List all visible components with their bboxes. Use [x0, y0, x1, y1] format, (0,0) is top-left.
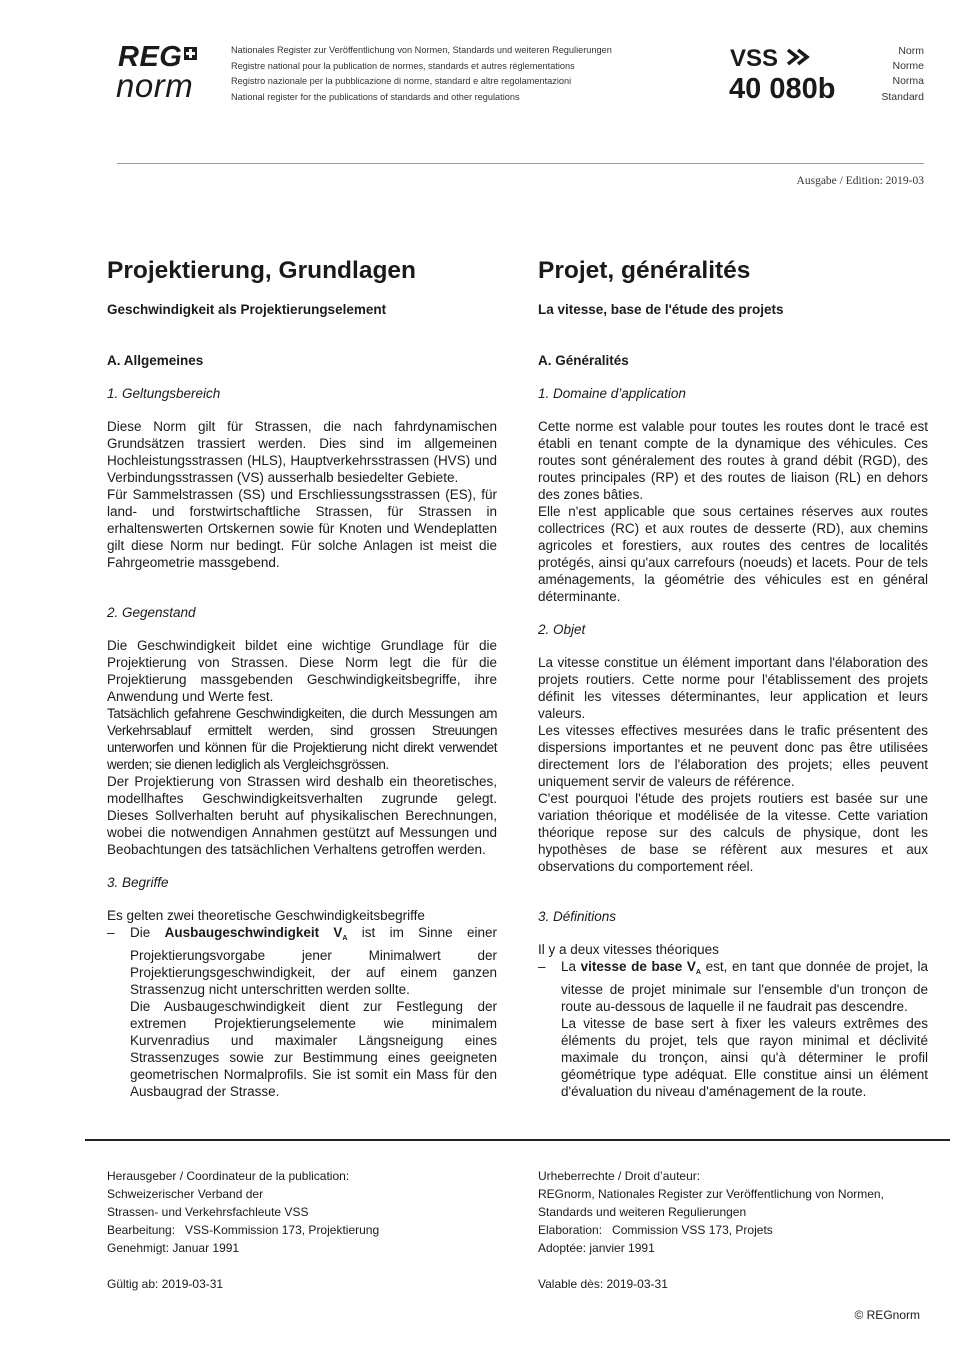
subject-paragraph-1: Die Geschwindigkeit bildet eine wichtige Grundlage für die Projektierung von Strassen. Diese Norm legt die für die Projektierung massgebenden Geschwindigkeitsbegriffe, ihre Anwendung und Werte fest. [107, 638, 497, 704]
term-label: Ausbaugeschwindigkeit V [164, 925, 343, 940]
publisher-line: Genehmigt: Januar 1991 [107, 1241, 240, 1255]
footer-divider [85, 1139, 950, 1141]
terms-intro-fr: Il y a deux vitesses théoriques [538, 942, 719, 957]
subject-heading-fr: 2. Objet [538, 622, 586, 637]
copyright-line: REGnorm, Nationales Register zur Veröffentlichung von Normen, [538, 1187, 884, 1201]
vss-logo-text: VSS [730, 45, 779, 72]
scope-paragraph-1: Diese Norm gilt für Strassen, die nach fahrdynamischen Grundsätzen trassiert werden. Dies sind im allgemeinen Hochleistungsstrassen (HLS), Hauptverkehrsstrassen (HVS) und Verbindungsstrassen (VS) ausserhalb besiedelter Gebiete. [107, 419, 497, 485]
header-divider [117, 163, 924, 164]
scope-paragraph-2: Für Sammelstrassen (SS) und Erschliessungsstrassen (ES), für land- und forstwirtschaftliche Strassen, für Strassen in erhaltenswerten Ortskernen sowie für Knoten und Wendeplatten gilt diese Norm nur bedingt. Für solche Anlagen ist meist die Fahrgeometrie massgebend. [107, 487, 497, 570]
list-item [538, 958, 928, 1100]
copyright-notice: © REGnorm [854, 1308, 920, 1322]
terms-heading-fr: 3. Définitions [538, 909, 617, 924]
publisher-info [107, 1167, 379, 1257]
logo-norm-text: norm [116, 67, 194, 104]
vss-chevron-icon [785, 46, 811, 68]
dash-bullet-icon: – [538, 959, 546, 974]
logo-reg-text: REG [118, 41, 183, 73]
publisher-line: Herausgeber / Coordinateur de la publication: [107, 1169, 350, 1183]
register-line-fr: Registre national pour la publication de normes, standards et autres réglementations [231, 60, 575, 71]
terms-heading-de: 3. Begriffe [107, 875, 169, 890]
register-line-en: National register for the publications of standards and other regulations [231, 91, 520, 102]
term-label: vitesse de base V [580, 959, 696, 974]
scope-text-fr [538, 418, 928, 605]
subject-paragraph-2: Les vitesses effectives mesurées dans le trafic présentent des dispersions importantes et ne peuvent donc pas être utilisées directement lors de l'élaboration des projets; elles peuvent uniquement servir de valeurs de référence. [538, 723, 928, 789]
copyright-line: Urheberrechte / Droit d’auteur: [538, 1169, 701, 1183]
dash-bullet-icon: – [107, 925, 115, 940]
term-definition-de [130, 924, 497, 998]
subject-heading-de: 2. Gegenstand [107, 605, 196, 620]
term-name [581, 959, 701, 974]
scope-text-de [107, 418, 497, 571]
copyright-line: Adoptée: janvier 1991 [538, 1241, 655, 1255]
scope-heading-de: 1. Geltungsbereich [107, 386, 221, 401]
term-definition-fr [561, 958, 928, 1015]
publisher-line: Bearbeitung: VSS-Kommission 173, Projektierung [107, 1223, 380, 1237]
register-description [231, 43, 612, 105]
swiss-cross-icon [184, 47, 197, 60]
publisher-line: Strassen- und Verkehrsfachleute VSS [107, 1205, 309, 1219]
scope-paragraph-1: Cette norme est valable pour toutes les routes dont le tracé est établi en tenant compte de la dynamique des véhicules. Ces routes sont généralement des routes à grand débit (RGD), des routes principales (RP) et des routes de liaison (RL) en dehors des zones bâties. [538, 419, 928, 502]
term-usage-de: Die Ausbaugeschwindigkeit dient zur Festlegung der extremen Projektierungselemente wie minimalem Kurvenradius und maximaler Längsneigung eines Strassenzuges sowie zur Bestimmung eines geeigneten geometrischen Normalprofils. Sie ist somit ein Mass für den Ausbaugrad der Strasse. [130, 999, 497, 1099]
vss-logo [730, 46, 811, 72]
valid-from-de: Gültig ab: 2019-03-31 [107, 1277, 224, 1291]
term-prefix: Die [130, 925, 151, 940]
subject-text-de [107, 637, 497, 858]
subject-paragraph-1: La vitesse constitue un élément important dans l'élaboration des projets routiers. Cette norme pour l'établissement des projets définit les vitesses déterminantes, leur application et leurs valeurs. [538, 655, 928, 721]
terms-list-de [107, 924, 497, 1100]
subject-paragraph-2: Tatsächlich gefahrene Geschwindigkeiten, die durch Messungen am Verkehrsablauf ermittelt werden, sind grossen Streuungen unterworfen und können für die Projektierung nicht direkt verwendet werden; sie dienen lediglich als Vergleichsgrössen. [107, 706, 497, 772]
publisher-line: Schweizerischer Verband der [107, 1187, 264, 1201]
subject-paragraph-3: C'est pourquoi l'étude des projets routiers est basée sur une variation théorique et modélisée de la vitesse. Cette variation théorique repose sur des calculs de physique, dont les hypothèses de base se réfèrent aux mesures et aux observations du comportement réel. [538, 791, 928, 874]
page-title-de: Projektierung, Grundlagen [107, 257, 417, 284]
doc-type-en: Standard [881, 90, 924, 103]
list-item [107, 924, 497, 1100]
doc-type-de: Norm [898, 45, 924, 57]
term-subscript: A [342, 935, 348, 942]
edition-label: Ausgabe / Edition: 2019-03 [796, 175, 924, 187]
subject-text-fr [538, 654, 928, 875]
valid-from-fr: Valable dès: 2019-03-31 [538, 1277, 668, 1291]
copyright-line: Elaboration: Commission VSS 173, Projets [538, 1223, 773, 1237]
copyright-line: Standards und weiteren Regulierungen [538, 1205, 747, 1219]
register-line-it: Registro nazionale per la pubblicazione di norme, standard e altre regolamentazioni [231, 76, 572, 86]
terms-intro-de: Es gelten zwei theoretische Geschwindigkeitsbegriffe [107, 908, 425, 923]
scope-heading-fr: 1. Domaine d’application [538, 386, 686, 401]
subtitle-de: Geschwindigkeit als Projektierungselement [107, 302, 387, 317]
term-subscript: A [695, 969, 701, 976]
subject-paragraph-3: Der Projektierung von Strassen wird deshalb ein theoretisches, modellhaftes Geschwindigkeitsverhalten zugrunde gelegt. Dieses Sollverhalten beruht auf physikalischen Berechnungen, wobei die notwendigen Annahmen gestützt auf Messungen und Beobachtungen des tatsächlichen Verhaltens getroffen werden. [107, 774, 497, 857]
term-usage-fr: La vitesse de base sert à fixer les valeurs extrêmes des éléments du projet, tels que rayon minimal et déclivité maximale du tronçon, ainsi qu'à déterminer le profil géométrique type adéquat. Elle constitue ainsi un élément d'évaluation du niveau d'aménagement de la route. [561, 1016, 928, 1099]
doc-type-it: Norma [892, 75, 924, 88]
term-description: ist im Sinne einer Projektierungsvorgabe jener Minimalwert der Projektierungsgeschwindigkeit, der auf einem ganzen Strassenzug nicht unterschritten werden sollte. [130, 925, 497, 997]
term-prefix: La [561, 959, 577, 974]
terms-list-fr [538, 958, 928, 1100]
french-column [538, 253, 928, 1100]
scope-paragraph-2: Elle n'est applicable que sous certaines réserves aux routes collectrices (RC) et aux routes de desserte (RD), aux chemins agricoles et forestiers, aux routes des centres de localités protégés, ainsi qu'aux carrefours (noeuds) et lacets. Pour de tels aménagements, la géométrie des véhicules est en général déterminante. [538, 504, 928, 604]
document-type [881, 44, 924, 105]
term-name [165, 925, 348, 940]
german-column [107, 253, 497, 1100]
copyright-info [538, 1167, 884, 1257]
norm-number: 40 080b [729, 73, 836, 105]
page-title-fr: Projet, généralités [538, 257, 751, 284]
term-description: est, en tant que donnée de projet, la vitesse de projet minimale sur l'ensemble d'un tronçon de route au-dessous de laquelle il ne faudrait pas descendre. [561, 959, 928, 1014]
section-heading-de: A. Allgemeines [107, 353, 204, 368]
section-heading-fr: A. Généralités [538, 353, 629, 368]
subtitle-fr: La vitesse, base de l'étude des projets [538, 302, 784, 317]
doc-type-fr: Norme [892, 60, 924, 73]
register-line-de: Nationales Register zur Veröffentlichung von Normen, Standards und weiteren Regulierungen [231, 45, 612, 55]
